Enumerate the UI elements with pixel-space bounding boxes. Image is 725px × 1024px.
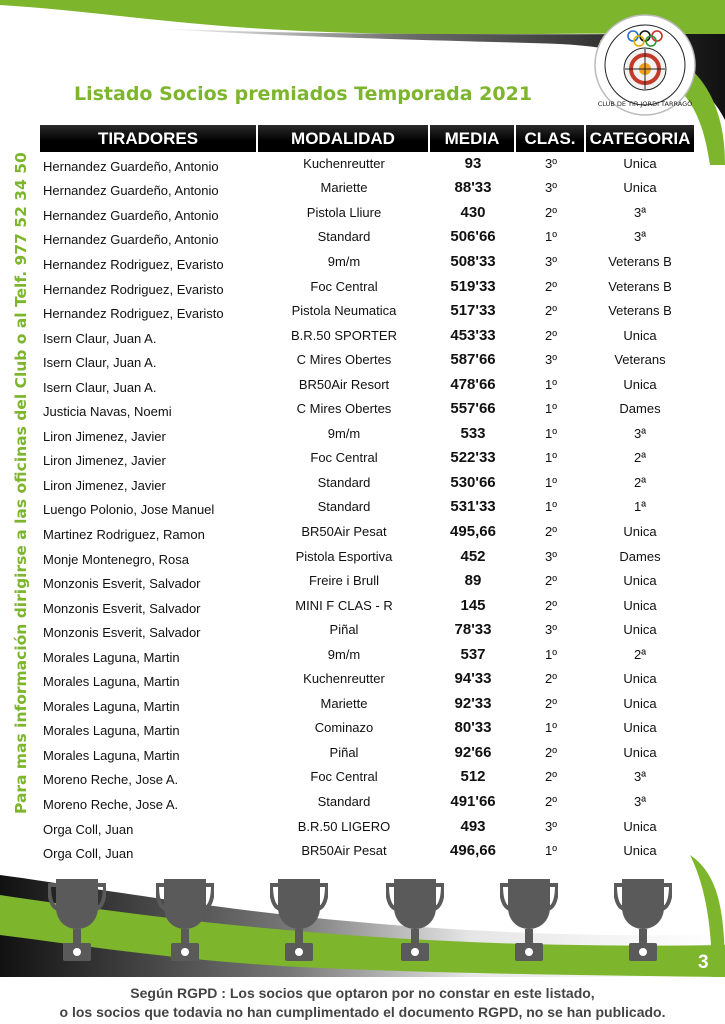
table-row <box>40 200 694 225</box>
cell-media: 89 <box>464 572 482 590</box>
cell-tirador: Liron Jimenez, Javier <box>43 477 166 493</box>
cell-media: 495,66 <box>450 522 496 540</box>
cell-media: 517'33 <box>450 302 496 320</box>
cell-media: 93 <box>464 154 482 172</box>
table-row <box>40 323 694 348</box>
table-row <box>40 617 694 642</box>
cell-categoria: Unica <box>623 597 657 613</box>
cell-media: 519'33 <box>450 277 496 295</box>
cell-categoria: Unica <box>623 180 657 196</box>
cell-modalidad: Piñal <box>329 622 359 638</box>
cell-media: 491'66 <box>450 792 496 810</box>
cell-categoria: Veterans <box>614 352 666 368</box>
cell-tirador: Isern Claur, Juan A. <box>43 379 157 395</box>
cell-categoria: Unica <box>623 671 657 687</box>
cell-media: 80'33 <box>454 719 492 737</box>
svg-text:CLUB DE TIR JORDI TARRAGÓ: CLUB DE TIR JORDI TARRAGÓ <box>597 100 693 108</box>
cell-modalidad: Freire i Brull <box>308 573 380 589</box>
trophy-icon <box>386 877 444 963</box>
cell-tirador: Justicia Navas, Noemi <box>43 404 172 420</box>
cell-categoria: Unica <box>623 376 657 392</box>
cell-modalidad: Mariette <box>320 695 368 711</box>
cell-clas: 1º <box>545 646 557 662</box>
cell-media: 478'66 <box>450 375 496 393</box>
cell-tirador: Morales Laguna, Martin <box>43 747 180 763</box>
table-row <box>40 249 694 274</box>
cell-modalidad: BR50Air Resort <box>298 376 390 392</box>
cell-modalidad: MINI F CLAS - R <box>295 597 393 613</box>
cell-modalidad: BR50Air Pesat <box>301 843 387 859</box>
table-row <box>40 274 694 299</box>
cell-categoria: 2ª <box>633 474 647 490</box>
table-row <box>40 298 694 323</box>
table-header <box>40 125 694 152</box>
cell-media: 533 <box>460 424 486 442</box>
table-row <box>40 568 694 593</box>
table-row <box>40 814 694 839</box>
cell-tirador: Monzonis Esverit, Salvador <box>43 625 201 641</box>
rgpd-footer <box>0 984 725 1022</box>
cell-tirador: Orga Coll, Juan <box>43 821 134 837</box>
cell-clas: 3º <box>545 548 557 564</box>
cell-tirador: Luengo Polonio, Jose Manuel <box>43 502 215 518</box>
cell-clas: 2º <box>545 744 557 760</box>
cell-tirador: Liron Jimenez, Javier <box>43 453 166 469</box>
cell-categoria: 3ª <box>633 793 647 809</box>
cell-categoria: 3ª <box>633 769 647 785</box>
cell-media: 496,66 <box>450 842 496 860</box>
trophy-icon <box>270 877 328 963</box>
cell-tirador: Morales Laguna, Martin <box>43 723 180 739</box>
table-row <box>40 396 694 421</box>
cell-modalidad: Standard <box>317 229 371 245</box>
cell-media: 506'66 <box>450 228 496 246</box>
cell-tirador: Hernandez Guardeño, Antonio <box>43 207 219 223</box>
cell-clas: 1º <box>545 229 557 245</box>
table-row <box>40 470 694 495</box>
trophy-icon <box>48 877 106 963</box>
cell-clas: 3º <box>545 352 557 368</box>
cell-media: 557'66 <box>450 400 496 418</box>
cell-modalidad: BR50Air Pesat <box>301 523 387 539</box>
cell-categoria: Unica <box>623 843 657 859</box>
cell-tirador: Monzonis Esverit, Salvador <box>43 600 201 616</box>
trophy-icon <box>500 877 558 963</box>
cell-media: 493 <box>460 817 486 835</box>
table-row <box>40 544 694 569</box>
cell-clas: 2º <box>545 523 557 539</box>
cell-media: 512 <box>460 768 486 786</box>
cell-modalidad: Kuchenreutter <box>303 671 385 687</box>
cell-categoria: Unica <box>623 327 657 343</box>
cell-media: 94'33 <box>454 670 492 688</box>
cell-modalidad: B.R.50 SPORTER <box>291 327 397 343</box>
cell-categoria: Unica <box>623 573 657 589</box>
cell-tirador: Martinez Rodriguez, Ramon <box>43 526 205 542</box>
cell-categoria: 3ª <box>633 204 647 220</box>
cell-media: 522'33 <box>450 449 496 467</box>
cell-tirador: Hernandez Guardeño, Antonio <box>43 232 219 248</box>
cell-clas: 3º <box>545 818 557 834</box>
cell-tirador: Moreno Reche, Jose A. <box>43 772 179 788</box>
cell-modalidad: Cominazo <box>314 720 374 736</box>
cell-tirador: Morales Laguna, Martin <box>43 674 180 690</box>
cell-tirador: Moreno Reche, Jose A. <box>43 796 179 812</box>
cell-media: 453'33 <box>450 326 496 344</box>
cell-tirador: Hernandez Rodriguez, Evaristo <box>43 306 224 322</box>
cell-tirador: Morales Laguna, Martin <box>43 649 180 665</box>
header-modalidad: MODALIDAD <box>258 125 430 152</box>
club-logo <box>594 14 696 116</box>
table-row <box>40 666 694 691</box>
cell-clas: 2º <box>545 769 557 785</box>
cell-media: 78'33 <box>454 621 492 639</box>
cell-clas: 3º <box>545 253 557 269</box>
header-categoria: CATEGORIA <box>586 125 694 152</box>
cell-modalidad: Mariette <box>320 180 368 196</box>
table-row <box>40 372 694 397</box>
cell-modalidad: B.R.50 LIGERO <box>297 818 391 834</box>
cell-modalidad: 9m/m <box>327 425 361 441</box>
cell-categoria: 2ª <box>633 646 647 662</box>
cell-categoria: 1ª <box>633 499 647 515</box>
cell-media: 531'33 <box>450 498 496 516</box>
cell-categoria: Veterans B <box>608 303 672 319</box>
cell-modalidad: Standard <box>317 793 371 809</box>
cell-clas: 3º <box>545 180 557 196</box>
cell-clas: 1º <box>545 474 557 490</box>
cell-media: 145 <box>460 596 486 614</box>
cell-tirador: Hernandez Guardeño, Antonio <box>43 158 219 174</box>
cell-tirador: Isern Claur, Juan A. <box>43 330 157 346</box>
trophy-icon <box>156 877 214 963</box>
cell-clas: 1º <box>545 401 557 417</box>
cell-modalidad: 9m/m <box>327 253 361 269</box>
cell-categoria: Dames <box>619 548 661 564</box>
header-clas: CLAS. <box>516 125 586 152</box>
cell-modalidad: C Mires Obertes <box>296 352 392 368</box>
cell-media: 508'33 <box>450 252 496 270</box>
page-number: 3 <box>698 952 709 973</box>
cell-clas: 3º <box>545 622 557 638</box>
cell-modalidad: Foc Central <box>310 450 378 466</box>
cell-modalidad: Pistola Neumatica <box>291 303 397 319</box>
cell-clas: 2º <box>545 204 557 220</box>
cell-modalidad: Kuchenreutter <box>303 155 385 171</box>
cell-modalidad: Standard <box>317 474 371 490</box>
cell-categoria: Unica <box>623 720 657 736</box>
table-row <box>40 716 694 741</box>
table-row <box>40 176 694 201</box>
cell-clas: 2º <box>545 597 557 613</box>
cell-media: 530'66 <box>450 473 496 491</box>
table-row <box>40 347 694 372</box>
table-body <box>40 151 694 863</box>
table-row <box>40 421 694 446</box>
cell-clas: 2º <box>545 327 557 343</box>
cell-categoria: 2ª <box>633 450 647 466</box>
cell-categoria: 3ª <box>633 229 647 245</box>
cell-tirador: Hernandez Rodriguez, Evaristo <box>43 256 224 272</box>
cell-modalidad: Piñal <box>329 744 359 760</box>
table-row <box>40 151 694 176</box>
table-row <box>40 765 694 790</box>
table-row <box>40 593 694 618</box>
table-row <box>40 789 694 814</box>
table-row <box>40 691 694 716</box>
contact-note: Para mas información dirigirse a las oficinas del Club o al Telf. 977 52 34 50 <box>12 152 30 814</box>
cell-tirador: Orga Coll, Juan <box>43 846 134 862</box>
cell-clas: 2º <box>545 695 557 711</box>
header-media: MEDIA <box>430 125 516 152</box>
cell-clas: 2º <box>545 671 557 687</box>
table-row <box>40 446 694 471</box>
cell-tirador: Monzonis Esverit, Salvador <box>43 576 201 592</box>
cell-clas: 1º <box>545 720 557 736</box>
cell-clas: 3º <box>545 155 557 171</box>
cell-tirador: Monje Montenegro, Rosa <box>43 551 189 567</box>
cell-media: 92'66 <box>454 743 492 761</box>
table-row <box>40 225 694 250</box>
cell-clas: 2º <box>545 573 557 589</box>
cell-clas: 2º <box>545 303 557 319</box>
cell-categoria: Dames <box>619 401 661 417</box>
table-row <box>40 519 694 544</box>
cell-modalidad: Foc Central <box>310 278 378 294</box>
header-tiradores: TIRADORES <box>40 125 258 152</box>
cell-clas: 1º <box>545 425 557 441</box>
page-title: Listado Socios premiados Temporada 2021 <box>74 83 533 105</box>
cell-clas: 1º <box>545 843 557 859</box>
trophy-icon <box>614 877 672 963</box>
cell-categoria: Veterans B <box>608 253 672 269</box>
footer-line: Según RGPD : Los socios que optaron por no constar en este listado, <box>130 985 595 1001</box>
cell-categoria: Unica <box>623 744 657 760</box>
footer-line: o los socios que todavia no han cumplimentado el documento RGPD, no se han publicado. <box>59 1004 666 1020</box>
cell-modalidad: Pistola Lliure <box>306 204 382 220</box>
cell-media: 88'33 <box>454 179 492 197</box>
cell-clas: 2º <box>545 793 557 809</box>
cell-categoria: Unica <box>623 155 657 171</box>
cell-categoria: Unica <box>623 622 657 638</box>
cell-categoria: 3ª <box>633 425 647 441</box>
cell-categoria: Unica <box>623 523 657 539</box>
cell-media: 452 <box>460 547 486 565</box>
cell-modalidad: Foc Central <box>310 769 378 785</box>
cell-media: 430 <box>460 203 486 221</box>
cell-media: 92'33 <box>454 694 492 712</box>
cell-media: 587'66 <box>450 351 496 369</box>
table-row <box>40 495 694 520</box>
cell-tirador: Hernandez Rodriguez, Evaristo <box>43 281 224 297</box>
cell-categoria: Unica <box>623 818 657 834</box>
cell-media: 537 <box>460 645 486 663</box>
cell-categoria: Unica <box>623 695 657 711</box>
cell-clas: 1º <box>545 499 557 515</box>
cell-clas: 2º <box>545 278 557 294</box>
cell-categoria: Veterans B <box>608 278 672 294</box>
cell-tirador: Morales Laguna, Martin <box>43 698 180 714</box>
cell-modalidad: Standard <box>317 499 371 515</box>
cell-modalidad: 9m/m <box>327 646 361 662</box>
table-row <box>40 740 694 765</box>
cell-modalidad: C Mires Obertes <box>296 401 392 417</box>
cell-tirador: Hernandez Guardeño, Antonio <box>43 183 219 199</box>
cell-tirador: Isern Claur, Juan A. <box>43 355 157 371</box>
cell-clas: 1º <box>545 376 557 392</box>
cell-clas: 1º <box>545 450 557 466</box>
table-row <box>40 642 694 667</box>
cell-modalidad: Pistola Esportiva <box>295 548 393 564</box>
cell-tirador: Liron Jimenez, Javier <box>43 428 166 444</box>
